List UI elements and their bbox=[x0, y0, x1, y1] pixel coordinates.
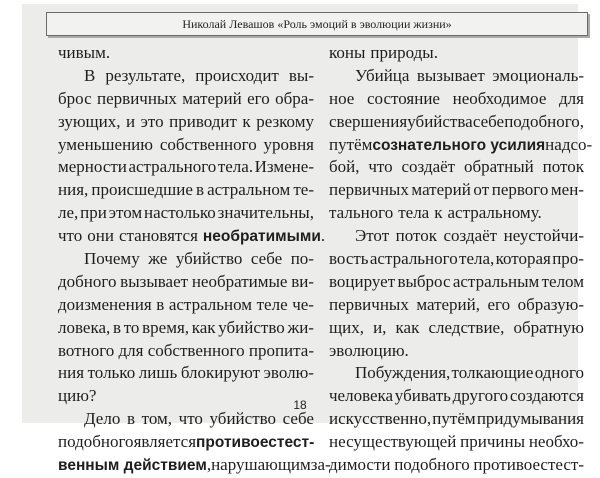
word: обратный bbox=[463, 157, 534, 177]
word: резкому bbox=[256, 111, 314, 131]
word: они bbox=[87, 226, 114, 246]
word: одного bbox=[534, 363, 584, 383]
word: убийство bbox=[209, 409, 277, 429]
word: добного bbox=[58, 271, 117, 291]
word: настолько bbox=[144, 203, 216, 223]
text-line bbox=[329, 454, 584, 477]
emphasized-word: необратимыми. bbox=[202, 226, 326, 246]
word: первого bbox=[491, 180, 549, 200]
emphasized-word: противоестест- bbox=[196, 434, 315, 452]
word: за- bbox=[310, 455, 331, 475]
word: Этот bbox=[355, 226, 390, 246]
word: собственного bbox=[147, 340, 245, 360]
word: жи- bbox=[287, 317, 314, 337]
word: убийство bbox=[175, 249, 243, 269]
word: телом bbox=[541, 271, 584, 291]
word: том, bbox=[141, 409, 173, 429]
word: лишь bbox=[138, 363, 178, 383]
word: причины bbox=[460, 432, 525, 452]
word: Измене- bbox=[254, 157, 314, 177]
word: подобного bbox=[58, 432, 134, 452]
word: первичных bbox=[97, 88, 177, 108]
word: обра- bbox=[275, 88, 314, 108]
text-line bbox=[329, 294, 584, 317]
text-line bbox=[329, 431, 584, 454]
word: природы. bbox=[370, 43, 438, 62]
word: следствие, bbox=[428, 317, 505, 337]
word: вы- bbox=[288, 65, 314, 85]
text-line bbox=[329, 42, 584, 65]
word: этом bbox=[108, 203, 143, 223]
word: теле bbox=[256, 294, 288, 314]
word: себе bbox=[472, 111, 505, 131]
word: и bbox=[126, 111, 136, 131]
word: брос bbox=[58, 88, 92, 108]
word: время, bbox=[142, 317, 190, 337]
word: необратимые bbox=[191, 271, 288, 291]
word: от bbox=[473, 180, 490, 200]
text-line bbox=[58, 111, 314, 134]
word: тела bbox=[398, 203, 430, 223]
word: про- bbox=[552, 249, 584, 269]
word: в bbox=[126, 409, 135, 429]
text-line bbox=[58, 454, 331, 477]
word: подобного, bbox=[504, 111, 584, 131]
text-line bbox=[329, 65, 584, 88]
word: чивым. bbox=[58, 43, 111, 62]
text-line bbox=[329, 317, 584, 340]
text-line bbox=[58, 134, 314, 157]
word: которая bbox=[495, 249, 551, 269]
text-line bbox=[58, 42, 314, 65]
word: неустойчи- bbox=[503, 226, 584, 246]
word: уровня bbox=[263, 134, 314, 154]
text-line bbox=[58, 65, 314, 88]
word: ви- bbox=[291, 271, 314, 291]
text-line bbox=[329, 340, 584, 363]
word: материй bbox=[411, 180, 471, 200]
text-line bbox=[58, 156, 314, 179]
text-line bbox=[329, 271, 584, 294]
word: вотного bbox=[58, 340, 115, 360]
word: зующих, bbox=[58, 111, 121, 131]
word: че- bbox=[292, 294, 314, 314]
word: ния, bbox=[58, 180, 89, 200]
text-line bbox=[329, 134, 593, 157]
word: что bbox=[178, 409, 203, 429]
word: же bbox=[148, 249, 168, 269]
text-line bbox=[58, 225, 326, 248]
word: это bbox=[140, 111, 164, 131]
word: для bbox=[559, 88, 584, 108]
word: мерности bbox=[58, 157, 127, 177]
text-line bbox=[58, 340, 314, 363]
word: воцирует bbox=[329, 271, 396, 291]
word: астральным bbox=[452, 271, 540, 291]
word: поток bbox=[395, 226, 437, 246]
word: к bbox=[242, 111, 251, 131]
word: то bbox=[123, 317, 140, 337]
running-header: Николай Левашов «Роль эмоций в эволюции жизни» bbox=[46, 12, 588, 36]
word: Побуждения, bbox=[355, 363, 451, 383]
word: нарушающим bbox=[211, 455, 311, 475]
word: состояние bbox=[367, 88, 440, 108]
word: В bbox=[84, 65, 96, 85]
word: придумывания bbox=[476, 409, 584, 429]
word: человека bbox=[329, 386, 394, 406]
word: искусственно, bbox=[329, 409, 432, 429]
text-line bbox=[329, 225, 584, 248]
word: те- bbox=[293, 180, 314, 200]
text-line bbox=[58, 202, 314, 225]
word: и, bbox=[373, 317, 387, 337]
word: его bbox=[487, 294, 511, 314]
word: собственного bbox=[159, 134, 257, 154]
word: необходимое bbox=[452, 88, 547, 108]
word: вызывает bbox=[416, 65, 485, 85]
word: Убийца bbox=[355, 65, 410, 85]
word: является bbox=[133, 432, 197, 452]
word: над bbox=[545, 134, 571, 154]
word: тела. bbox=[217, 157, 254, 177]
word: только bbox=[87, 363, 136, 383]
page-number: 18 bbox=[293, 398, 307, 412]
word: бой, bbox=[329, 157, 360, 177]
word: астральном bbox=[207, 180, 291, 200]
word: ния bbox=[58, 363, 85, 383]
word: противоестест- bbox=[473, 455, 584, 475]
text-line bbox=[58, 271, 314, 294]
word: ное bbox=[329, 88, 355, 108]
word: астральном bbox=[168, 294, 253, 314]
word: вызывает bbox=[120, 271, 189, 291]
word: путём bbox=[329, 134, 373, 154]
word: астральному. bbox=[447, 203, 542, 223]
word: пропита- bbox=[248, 340, 314, 360]
word: при bbox=[80, 203, 107, 223]
word: происходит bbox=[195, 65, 279, 85]
word: коны bbox=[329, 43, 366, 62]
word: происшедшие bbox=[91, 180, 193, 200]
word: результате, bbox=[105, 65, 186, 85]
text-line bbox=[58, 88, 314, 111]
word: по- bbox=[290, 249, 314, 269]
text-line bbox=[58, 179, 314, 202]
word: доизменения bbox=[58, 294, 152, 314]
word: тела, bbox=[459, 249, 495, 269]
word: эволю- bbox=[263, 363, 314, 383]
word: свершения bbox=[329, 111, 408, 131]
text-line bbox=[329, 111, 584, 134]
text-line bbox=[58, 294, 314, 317]
word: материй, bbox=[416, 294, 480, 314]
word: убийства bbox=[407, 111, 473, 131]
word: убийство bbox=[218, 317, 285, 337]
word: себе bbox=[282, 409, 314, 429]
word: к bbox=[434, 203, 443, 223]
word: создаёт bbox=[401, 157, 456, 177]
word: Почему bbox=[84, 249, 140, 269]
text-line bbox=[329, 248, 584, 271]
word: выброс bbox=[397, 271, 451, 291]
text-line bbox=[329, 202, 584, 225]
word: эволюцию. bbox=[329, 340, 409, 360]
word: материй bbox=[182, 88, 242, 108]
word: первичных bbox=[329, 180, 409, 200]
word: убивать bbox=[394, 386, 451, 406]
text-line bbox=[58, 362, 314, 385]
word: становятся bbox=[118, 226, 198, 246]
word: образую- bbox=[517, 294, 584, 314]
word: необхо- bbox=[528, 432, 584, 452]
word: несуществующей bbox=[329, 432, 457, 452]
text-line bbox=[58, 248, 314, 271]
word: как bbox=[191, 317, 216, 337]
word: Дело bbox=[84, 409, 121, 429]
word: блокируют bbox=[180, 363, 261, 383]
word: астрального bbox=[128, 157, 217, 177]
emphasized-word: сознательного усилия bbox=[372, 136, 546, 154]
word: что bbox=[58, 226, 83, 246]
word: обратную bbox=[513, 317, 584, 337]
word: эмоциональ- bbox=[492, 65, 584, 85]
word: приводит bbox=[169, 111, 237, 131]
word: щих, bbox=[329, 317, 364, 337]
word: ловека, bbox=[58, 317, 111, 337]
word: путём bbox=[432, 409, 476, 429]
word: в bbox=[156, 294, 165, 314]
word: вость bbox=[329, 249, 369, 269]
word: первичных bbox=[329, 294, 409, 314]
word: ле, bbox=[58, 203, 79, 223]
word: как bbox=[395, 317, 420, 337]
word: поток bbox=[542, 157, 584, 177]
word: со- bbox=[570, 134, 593, 154]
word: в bbox=[195, 180, 204, 200]
text-line bbox=[329, 88, 584, 111]
word: другого bbox=[452, 386, 509, 406]
word: что bbox=[368, 157, 393, 177]
word: его bbox=[247, 88, 270, 108]
word: себе bbox=[250, 249, 283, 269]
text-line bbox=[329, 156, 584, 179]
word: подобного bbox=[394, 455, 470, 475]
word: димости bbox=[329, 455, 391, 475]
text-line bbox=[58, 431, 314, 454]
word: уменьшению bbox=[58, 134, 153, 154]
word: мен- bbox=[550, 180, 584, 200]
text-line bbox=[329, 179, 584, 202]
word: для bbox=[118, 340, 144, 360]
word: создаются bbox=[509, 386, 584, 406]
text-line bbox=[58, 317, 314, 340]
word: значительны, bbox=[217, 203, 314, 223]
word: тального bbox=[329, 203, 394, 223]
emphasized-word: венным действием, bbox=[58, 455, 212, 475]
word: в bbox=[112, 317, 121, 337]
word: толкающие bbox=[451, 363, 534, 383]
word: создаёт bbox=[443, 226, 498, 246]
text-line bbox=[329, 362, 584, 385]
word: астрального bbox=[369, 249, 458, 269]
word: цию? bbox=[58, 386, 97, 406]
